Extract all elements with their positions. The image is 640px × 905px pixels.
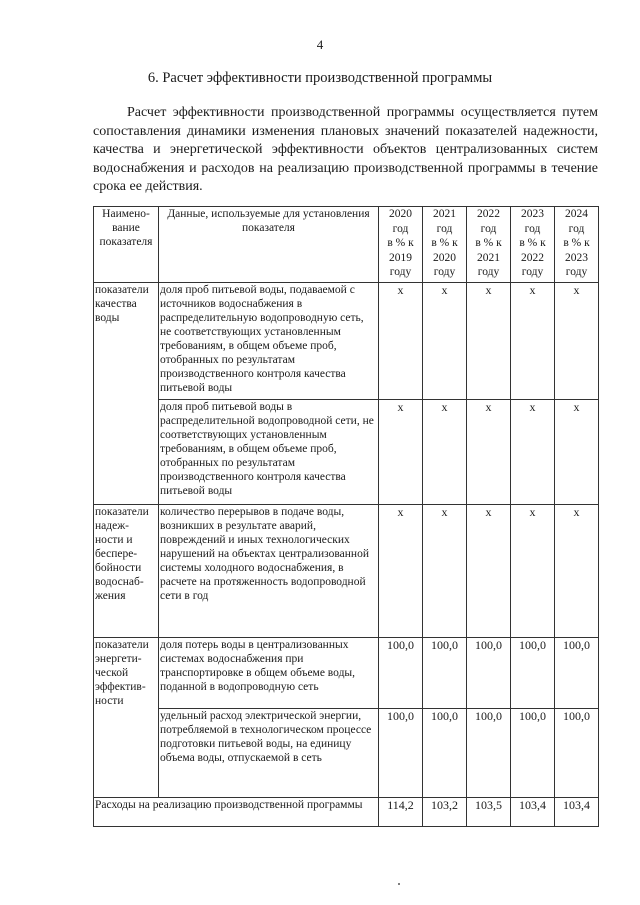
header-source-data: Данные, используемые для установления показателя	[159, 207, 379, 283]
header-year: 2021 год в % к 2020 году	[423, 207, 467, 283]
indicator-description: доля проб питьевой воды в распределительной водопроводной сети, не соответствующих установленным требованиям, в общем объеме проб, отобранных по результатам производственного контроля качества питьевой воды	[159, 400, 379, 505]
efficiency-table	[93, 206, 599, 827]
group-name: показатели качества воды	[94, 283, 159, 505]
summary-value: 114,2	[379, 798, 423, 827]
table-row	[94, 709, 599, 798]
value-cell: x	[379, 505, 423, 638]
value-cell: 100,0	[555, 709, 599, 798]
header-year: 2023 год в % к 2022 году	[511, 207, 555, 283]
value-cell: x	[379, 283, 423, 400]
summary-row	[94, 798, 599, 827]
section-heading: 6. Расчет эффективности производственной программы	[147, 70, 493, 86]
indicator-description: доля проб питьевой воды, подаваемой с источников водоснабжения в распределительную водопроводную сеть, не соответствующих установленным требованиям, в общем объеме проб, отобранных по результатам производственного контроля качества питьевой воды	[159, 283, 379, 400]
summary-value: 103,5	[467, 798, 511, 827]
value-cell: 100,0	[467, 709, 511, 798]
header-indicator-name: Наимено-вание показателя	[94, 207, 159, 283]
table-row	[94, 505, 599, 638]
value-cell: 100,0	[423, 709, 467, 798]
value-cell: x	[511, 400, 555, 505]
value-cell: x	[555, 400, 599, 505]
group-name: показатели энергети-ческой эффектив-ности	[94, 638, 159, 798]
indicator-description: удельный расход электрической энергии, потребляемой в технологическом процессе подготовки питьевой воды, на единицу объема воды, отпускаемой в сеть	[159, 709, 379, 798]
header-year: 2024 год в % к 2023 году	[555, 207, 599, 283]
value-cell: x	[423, 505, 467, 638]
summary-value: 103,4	[511, 798, 555, 827]
value-cell: x	[467, 283, 511, 400]
value-cell: x	[511, 283, 555, 400]
scan-speck	[398, 883, 400, 885]
group-name: показатели надеж-ности и беспере-бойности водоснаб-жения	[94, 505, 159, 638]
summary-value: 103,4	[555, 798, 599, 827]
value-cell: 100,0	[511, 709, 555, 798]
table-row	[94, 638, 599, 709]
table-row	[94, 283, 599, 400]
value-cell: 100,0	[379, 709, 423, 798]
value-cell: x	[423, 400, 467, 505]
summary-value: 103,2	[423, 798, 467, 827]
page-number: 4	[316, 37, 324, 52]
value-cell: x	[555, 283, 599, 400]
value-cell: 100,0	[379, 638, 423, 709]
header-year: 2020 год в % к 2019 году	[379, 207, 423, 283]
value-cell: x	[555, 505, 599, 638]
table-row	[94, 400, 599, 505]
summary-label: Расходы на реализацию производственной программы	[94, 798, 379, 827]
value-cell: x	[379, 400, 423, 505]
value-cell: 100,0	[423, 638, 467, 709]
indicator-description: количество перерывов в подаче воды, возникших в результате аварий, повреждений и иных технологических нарушений на объектах централизованной системы холодного водоснабжения, в расчете на протяженность водопроводной сети в год	[159, 505, 379, 638]
value-cell: x	[467, 400, 511, 505]
value-cell: x	[423, 283, 467, 400]
header-year: 2022 год в % к 2021 году	[467, 207, 511, 283]
value-cell: 100,0	[555, 638, 599, 709]
indicator-description: доля потерь воды в централизованных системах водоснабжения при транспортировке в общем объеме воды, поданной в водопроводную сеть	[159, 638, 379, 709]
table-header-row	[94, 207, 599, 283]
value-cell: x	[511, 505, 555, 638]
value-cell: 100,0	[467, 638, 511, 709]
intro-paragraph: Расчет эффективности производственной программы осуществляется путем сопоставления динамики изменения плановых значений показателей надежности, качества и энергетической эффективности объектов централизованных систем водоснабжения и расходов на реализацию производственной программы в течение срока ее действия.	[93, 105, 598, 194]
value-cell: x	[467, 505, 511, 638]
value-cell: 100,0	[511, 638, 555, 709]
